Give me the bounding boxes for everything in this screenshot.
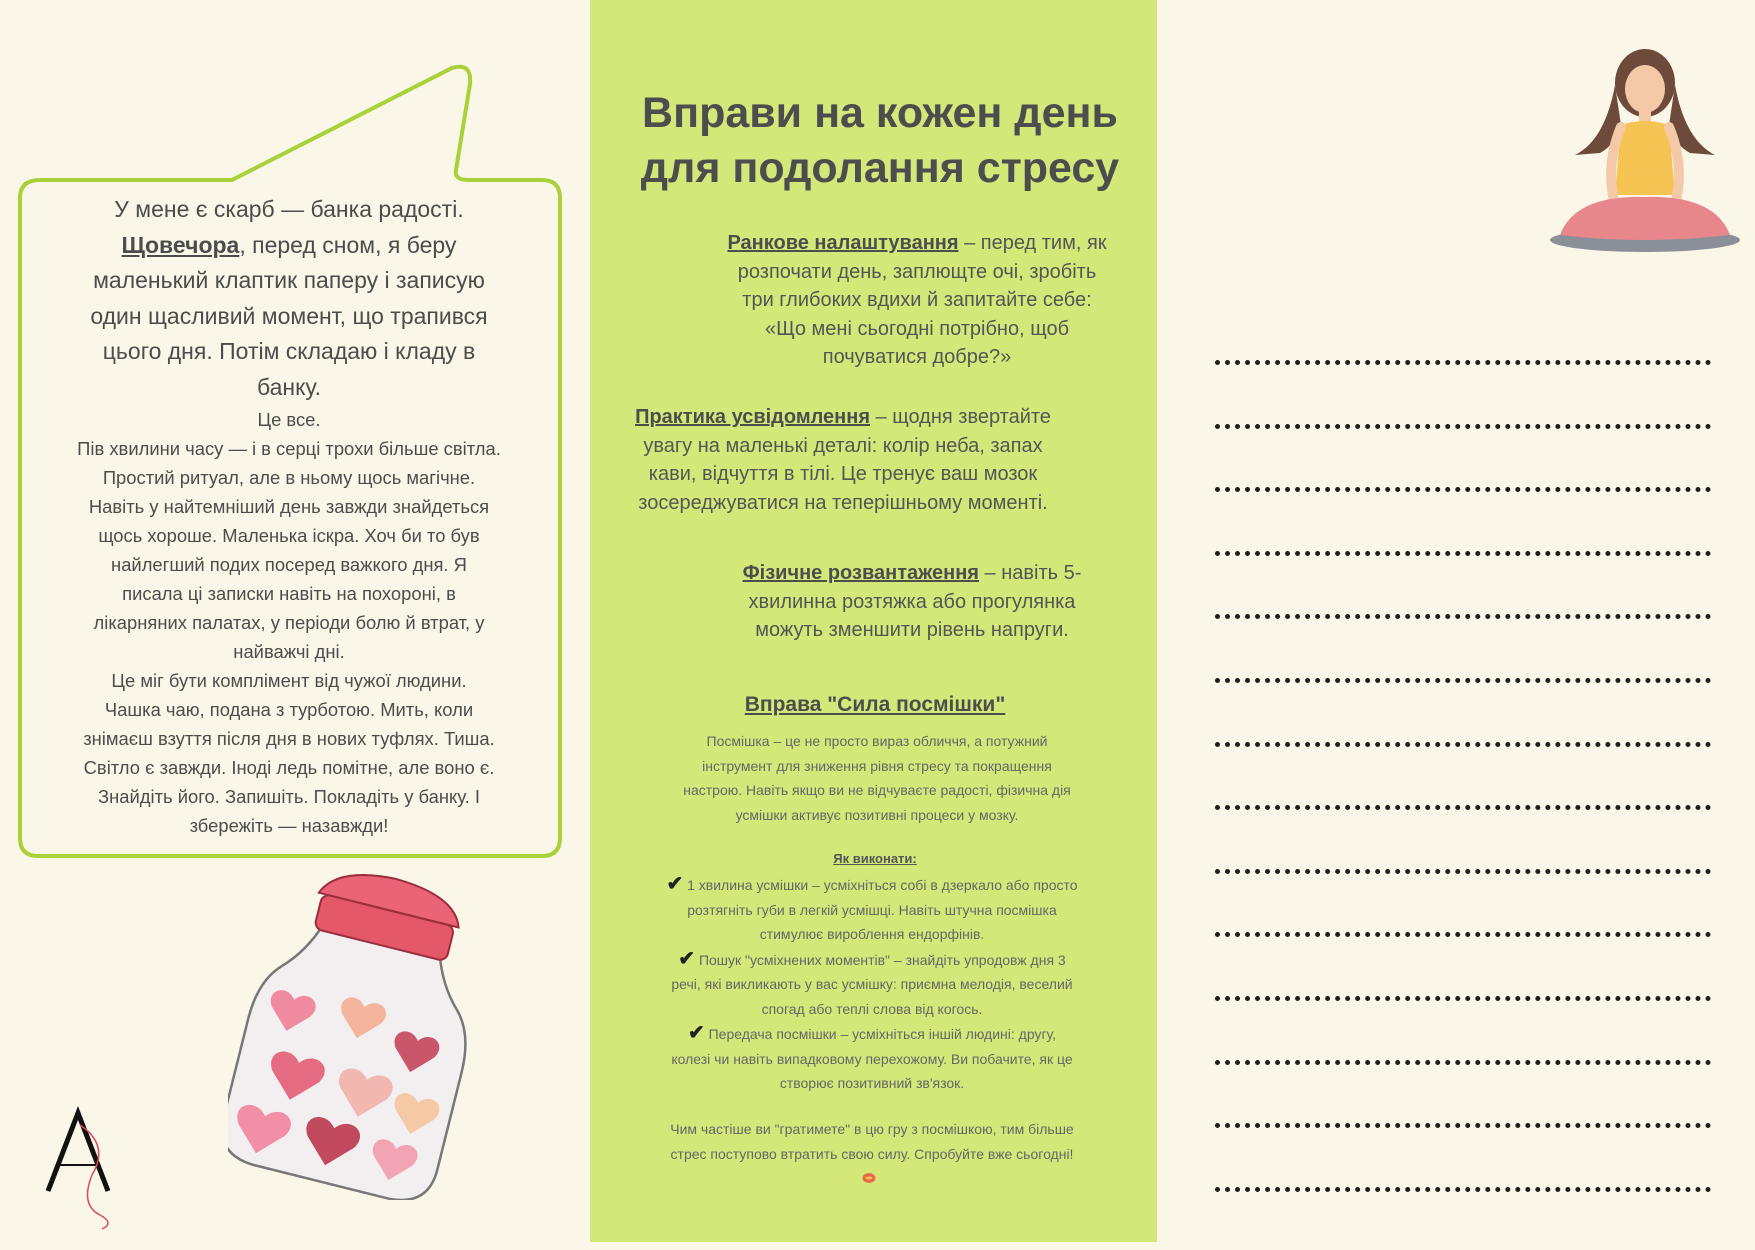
dotted-writing-line[interactable] (1215, 1060, 1711, 1065)
heart-lips-icon (862, 1172, 876, 1184)
story-line: лікарняних палатах, у періоди болю й втрат, у (93, 612, 485, 633)
story-line: Знайдіть його. Запишіть. Покладіть у банку. І (98, 786, 480, 807)
checkmark-icon: ✔ (687, 1022, 705, 1044)
story-line: Це міг бути комплімент від чужої людини. (111, 670, 467, 691)
morning-routine-block: Ранкове налаштування – перед тим, як розпочати день, заплющте очі, зробіть три глибоких вдихи й запитайте себе: «Що мені сьогодні потрібно, щоб почуватися добре?» (727, 232, 1107, 368)
story-emphasis: Щовечора (121, 231, 240, 258)
meditating-woman-illustration (1545, 45, 1745, 255)
dotted-writing-line[interactable] (1215, 1123, 1711, 1128)
dotted-writing-line[interactable] (1215, 551, 1711, 556)
step-item: ✔ Пошук "усміхнених моментів" – знайдіть упродовж дня 3 речі, які викликають у вас усмішку: приємна мелодія, веселий спогад або теплі слова від когось. (671, 947, 1073, 1017)
story-line: У мене є скарб — банка радості. (114, 196, 464, 222)
step-item: ✔ Передача посмішки – усміхніться іншій людині: другу, колезі чи навіть випадковому перехожому. Ви побачите, як це створює позитивний зв'язок. (671, 1022, 1073, 1091)
checkmark-icon: ✔ (678, 947, 696, 970)
smile-exercise-title: Вправа "Сила посмішки" (744, 693, 1006, 716)
story-line: збережіть — назавжди! (189, 815, 389, 836)
smile-exercise-description: Посмішка – це не просто вираз обличчя, а потужний інструмент для зниження рівня стресу та покращення настрою. Навіть якщо ви не відчуваєте радості, фізична дія усмішки активує позитивні процеси у мозку. (683, 733, 1071, 823)
dotted-writing-line[interactable] (1215, 869, 1711, 874)
story-line: Чашка чаю, подана з турботою. Мить, коли (104, 699, 474, 720)
how-to-label: Як виконати: (833, 851, 917, 866)
story-line: найважчі дні. (233, 641, 345, 662)
story-line: Світло є завжди. Іноді ледь помітне, але воно є. (83, 757, 495, 778)
story-line: Простий ритуал, але в ньому щось магічне. (102, 467, 476, 488)
story-line: цього дня. Потім складаю і кладу в (102, 338, 476, 364)
story-line: Навіть у найтемніший день завжди знайдеться (88, 496, 490, 517)
story-line: один щасливий момент, що трапився (90, 302, 488, 329)
story-line: Це все. (257, 409, 321, 430)
dotted-writing-line[interactable] (1215, 1187, 1711, 1192)
story-line: писала ці записки навіть на похороні, в (122, 583, 456, 604)
dotted-writing-line[interactable] (1215, 424, 1711, 429)
mindfulness-block: Практика усвідомлення – щодня звертайте увагу на маленькі деталі: колір неба, запах кави, відчуття в тілі. Це тренує ваш мозок зосереджуватися на теперішньому моменті. (635, 406, 1051, 514)
checkmark-icon: ✔ (666, 873, 684, 895)
story-line: маленький клаптик паперу і записую (93, 267, 485, 293)
dotted-writing-line[interactable] (1215, 678, 1711, 683)
exercise-steps (600, 872, 1144, 1096)
dotted-writing-line[interactable] (1215, 932, 1711, 937)
story-line: найлегший подих посеред важкого дня. Я (111, 554, 467, 575)
story-line: знімаєш взуття після дня в нових туфлях. Тиша. (83, 728, 495, 749)
story-line: банку. (256, 373, 322, 400)
dotted-writing-line[interactable] (1215, 996, 1711, 1001)
dotted-writing-line[interactable] (1215, 614, 1711, 619)
dotted-writing-line[interactable] (1215, 487, 1711, 492)
story-line: щось хороше. Маленька іскра. Хоч би то був (98, 525, 480, 546)
mindfulness-heading: Практика усвідомлення (635, 406, 871, 428)
dotted-writing-line[interactable] (1215, 805, 1711, 810)
physical-relief-block: Фізичне розвантаження – навіть 5- хвилинна розтяжка або прогулянка можуть зменшити рівень напруги. (742, 562, 1082, 641)
step-item: ✔ 1 хвилина усмішки – усміхніться собі в дзеркало або просто розтягніть губи в легкій усмішці. Навіть штучна посмішка стимулює вироблення ендорфінів. (666, 873, 1078, 942)
story-line: Щовечора, перед сном, я беру (121, 231, 457, 258)
dotted-writing-line[interactable] (1215, 360, 1711, 365)
closing-text: Чим частіше ви "гратимете" в цю гру з посмішкою, тим більше стрес поступово втратить свою силу. Спробуйте вже сьогодні! (670, 1121, 1074, 1162)
author-monogram-logo (40, 1105, 130, 1235)
jar-story (44, 192, 534, 840)
morning-routine-heading: Ранкове налаштування (727, 232, 959, 254)
dotted-writing-line[interactable] (1215, 742, 1711, 747)
page-title: Вправи на кожен день для подолання стресу (640, 89, 1120, 192)
writing-lines (1215, 360, 1711, 1250)
physical-relief-heading: Фізичне розвантаження (742, 562, 979, 584)
story-line: Пів хвилини часу — і в серці трохи більше світла. (77, 438, 501, 459)
heart-jar-illustration (228, 870, 518, 1200)
